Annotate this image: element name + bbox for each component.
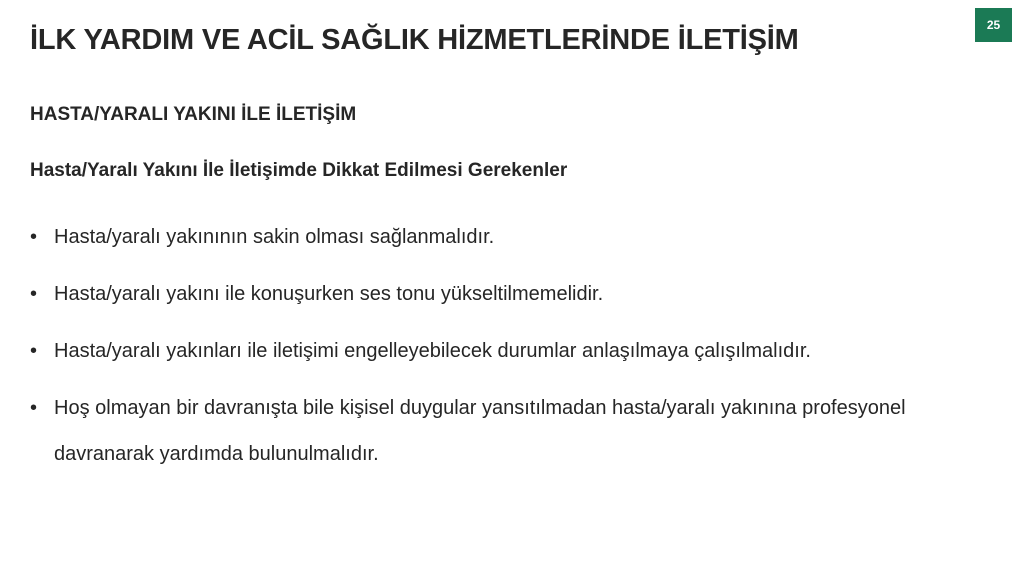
bullet-item — [30, 271, 990, 317]
slide-title: İLK YARDIM VE ACİL SAĞLIK HİZMETLERİNDE İLETİŞİM — [30, 24, 799, 56]
bullet-text: Hasta/yaralı yakınının sakin olması sağlanmalıdır. — [54, 226, 495, 248]
bullet-icon: • — [30, 226, 38, 248]
bullet-list — [30, 214, 990, 477]
section-subheading: Hasta/Yaralı Yakını İle İletişimde Dikkat Edilmesi Gerekenler — [30, 160, 568, 181]
bullet-icon: • — [30, 397, 38, 419]
bullet-item — [30, 328, 990, 374]
bullet-text: Hasta/yaralı yakını ile konuşurken ses tonu yükseltilmemelidir. — [54, 283, 604, 305]
bullet-icon: • — [30, 340, 38, 362]
bullet-icon: • — [30, 283, 38, 305]
bullet-text: Hasta/yaralı yakınları ile iletişimi engelleyebilecek durumlar anlaşılmaya çalışılmalıdır. — [54, 340, 811, 362]
section-heading: HASTA/YARALI YAKINI İLE İLETİŞİM — [30, 104, 357, 125]
page-number-badge: 25 — [975, 8, 1012, 42]
bullet-item — [30, 385, 990, 477]
bullet-text: Hoş olmayan bir davranışta bile kişisel duygular yansıtılmadan hasta/yaralı yakınına profesyonel davranarak yardımda bulunulmalıdır. — [54, 397, 906, 465]
bullet-item — [30, 214, 990, 260]
